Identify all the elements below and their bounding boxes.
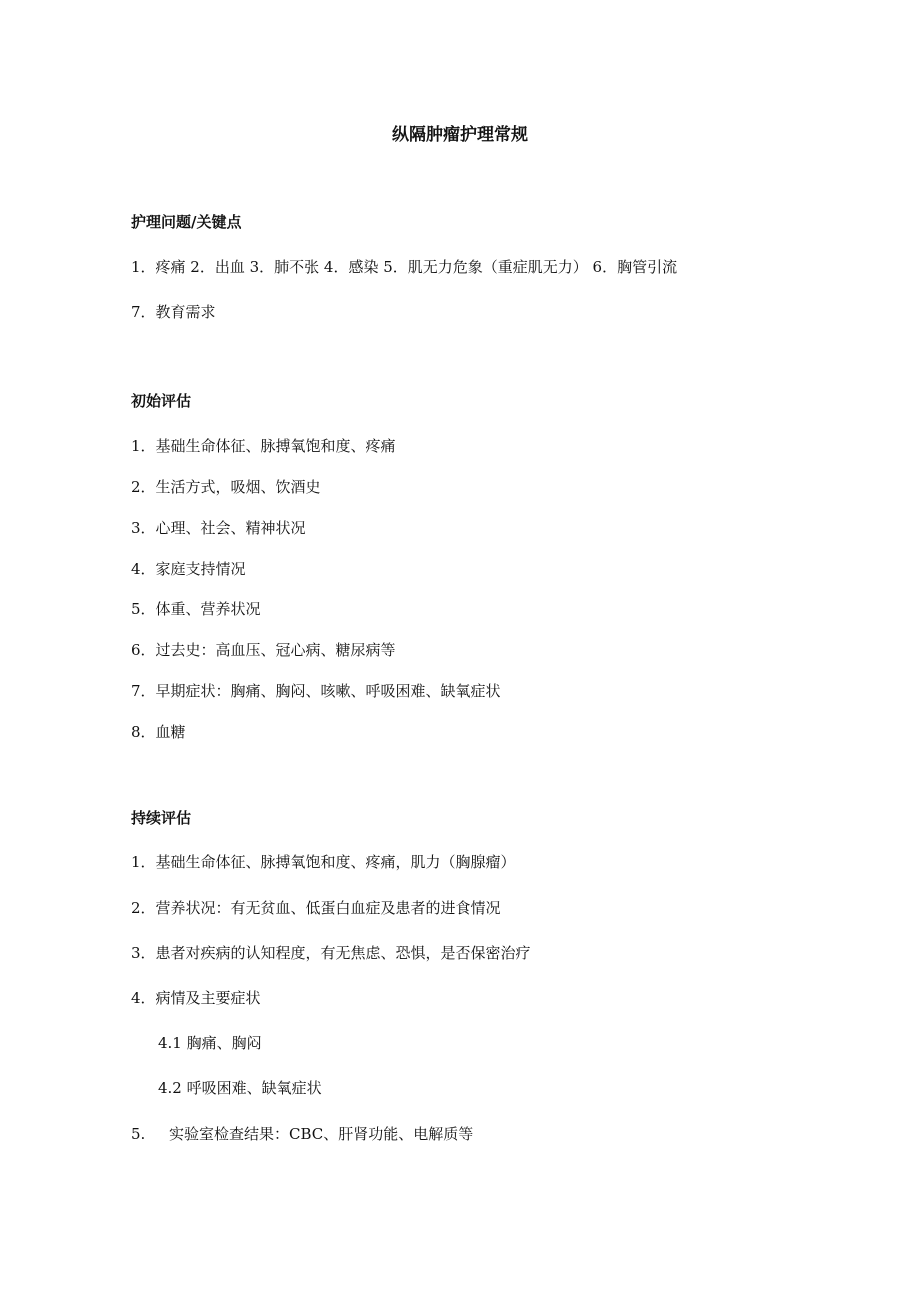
initial-assessment-item-8: 8．血糖 <box>131 723 186 741</box>
initial-assessment-item-1: 1．基础生命体征、脉搏氧饱和度、疼痛 <box>131 437 396 455</box>
initial-assessment-item-3: 3．心理、社会、精神状况 <box>131 519 306 537</box>
item-5-text: 实验室检查结果：CBC、肝肾功能、电解质等 <box>169 1125 474 1143</box>
initial-assessment-item-5: 5．体重、营养状况 <box>131 600 261 618</box>
ongoing-assessment-item-3: 3．患者对疾病的认知程度，有无焦虑、恐惧，是否保密治疗 <box>131 944 531 962</box>
ongoing-assessment-subitem-4-2: 4.2 呼吸困难、缺氧症状 <box>158 1079 322 1097</box>
ongoing-assessment-item-1: 1．基础生命体征、脉搏氧饱和度、疼痛，肌力（胸腺瘤） <box>131 853 516 871</box>
ongoing-assessment-item-2: 2．营养状况：有无贫血、低蛋白血症及患者的进食情况 <box>131 899 501 917</box>
section-heading-ongoing-assessment: 持续评估 <box>131 809 192 827</box>
initial-assessment-item-4: 4．家庭支持情况 <box>131 560 246 578</box>
initial-assessment-item-7: 7．早期症状：胸痛、胸闷、咳嗽、呼吸困难、缺氧症状 <box>131 682 501 700</box>
ongoing-assessment-subitem-4-1: 4.1 胸痛、胸闷 <box>158 1034 262 1052</box>
nursing-issues-line-2: 7．教育需求 <box>131 303 216 321</box>
ongoing-assessment-item-4: 4．病情及主要症状 <box>131 989 261 1007</box>
nursing-issues-line-1: 1．疼痛 2．出血 3．肺不张 4．感染 5．肌无力危象（重症肌无力） 6．胸管引流 <box>131 258 678 276</box>
section-heading-nursing-issues: 护理问题/关键点 <box>131 213 242 231</box>
initial-assessment-item-6: 6．过去史：高血压、冠心病、糖尿病等 <box>131 641 396 659</box>
initial-assessment-item-2: 2．生活方式，吸烟、饮酒史 <box>131 478 321 496</box>
section-heading-initial-assessment: 初始评估 <box>131 392 192 410</box>
item-5-number: 5. <box>131 1125 146 1143</box>
document-title: 纵隔肿瘤护理常规 <box>392 125 528 145</box>
ongoing-assessment-item-5 <box>131 1123 473 1144</box>
